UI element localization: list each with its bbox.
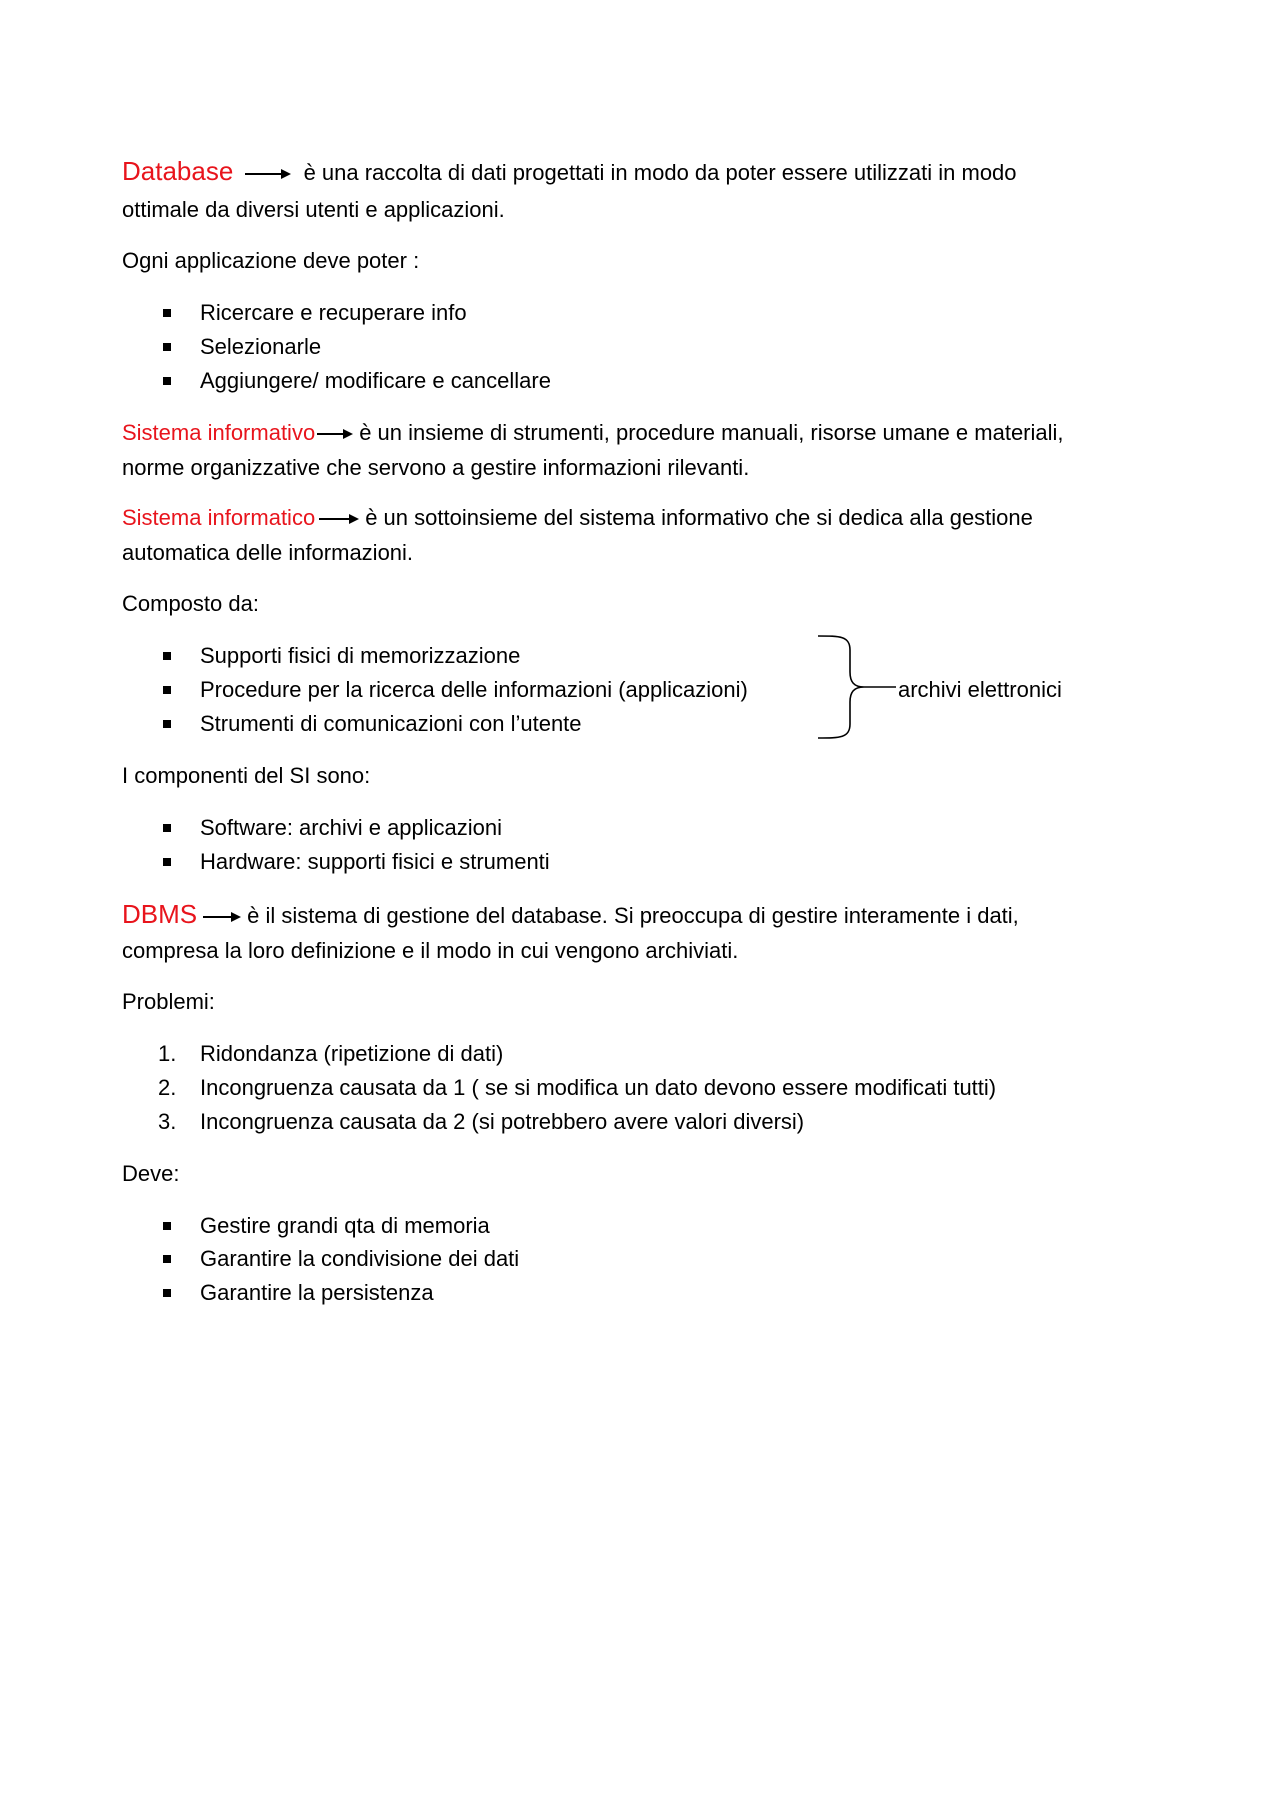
componenti-intro: I componenti del SI sono: xyxy=(122,763,371,788)
arrow-right-icon xyxy=(201,911,243,923)
sistema-informatico-definition xyxy=(122,505,1033,531)
list-item: Ridondanza (ripetizione di dati) xyxy=(200,1041,504,1066)
list-item: Software: archivi e applicazioni xyxy=(200,815,503,840)
database-definition xyxy=(122,158,1017,186)
list-number: 2. xyxy=(158,1075,177,1100)
sistema-informatico-text-line2: automatica delle informazioni. xyxy=(122,540,414,565)
bullet-icon xyxy=(163,686,171,694)
deve-intro: Deve: xyxy=(122,1161,180,1186)
bullet-icon xyxy=(163,343,171,351)
list-item: Aggiungere/ modificare e cancellare xyxy=(200,368,551,393)
ogni-intro: Ogni applicazione deve poter : xyxy=(122,248,420,273)
dbms-text-line1: è il sistema di gestione del database. Si preoccupa di gestire interamente i dati, xyxy=(247,903,1019,928)
bullet-icon xyxy=(163,652,171,660)
database-text-line2: ottimale da diversi utenti e applicazioni. xyxy=(122,197,505,222)
bullet-icon xyxy=(163,824,171,832)
list-item: Hardware: supporti fisici e strumenti xyxy=(200,849,550,874)
term-database: Database xyxy=(122,156,234,186)
term-dbms: DBMS xyxy=(122,899,198,929)
sistema-informatico-text-line1: è un sottoinsieme del sistema informativo che si dedica alla gestione xyxy=(365,505,1033,530)
list-item: Garantire la persistenza xyxy=(200,1280,434,1305)
curly-brace-icon xyxy=(812,632,902,742)
composto-intro: Composto da: xyxy=(122,591,259,616)
list-item: Ricercare e recuperare info xyxy=(200,300,467,325)
list-item: Selezionarle xyxy=(200,334,322,359)
list-item: Incongruenza causata da 2 (si potrebbero avere valori diversi) xyxy=(200,1109,805,1134)
arrow-right-icon xyxy=(317,513,361,525)
bullet-icon xyxy=(163,377,171,385)
database-text-line1: è una raccolta di dati progettati in modo da poter essere utilizzati in modo xyxy=(303,160,1017,185)
bullet-icon xyxy=(163,858,171,866)
term-sistema-informativo: Sistema informativo xyxy=(122,420,316,445)
dbms-definition xyxy=(122,901,1019,929)
list-item: Gestire grandi qta di memoria xyxy=(200,1213,490,1238)
list-item: Procedure per la ricerca delle informazioni (applicazioni) xyxy=(200,677,748,702)
brace-label: archivi elettronici xyxy=(898,677,1062,702)
list-number: 3. xyxy=(158,1109,177,1134)
list-number: 1. xyxy=(158,1041,177,1066)
list-item: Garantire la condivisione dei dati xyxy=(200,1246,520,1271)
arrow-right-icon xyxy=(315,428,355,440)
bullet-icon xyxy=(163,1289,171,1297)
sistema-informativo-text-line1: è un insieme di strumenti, procedure manuali, risorse umane e materiali, xyxy=(359,420,1064,445)
bullet-icon xyxy=(163,1255,171,1263)
dbms-text-line2: compresa la loro definizione e il modo in cui vengono archiviati. xyxy=(122,938,739,963)
arrow-right-icon xyxy=(243,168,293,180)
sistema-informativo-definition xyxy=(122,420,1064,446)
sistema-informativo-text-line2: norme organizzative che servono a gestire informazioni rilevanti. xyxy=(122,455,750,480)
problemi-intro: Problemi: xyxy=(122,989,215,1014)
bullet-icon xyxy=(163,309,171,317)
list-item: Supporti fisici di memorizzazione xyxy=(200,643,521,668)
bullet-icon xyxy=(163,720,171,728)
list-item: Strumenti di comunicazioni con l’utente xyxy=(200,711,582,736)
term-sistema-informatico: Sistema informatico xyxy=(122,505,316,530)
bullet-icon xyxy=(163,1222,171,1230)
list-item: Incongruenza causata da 1 ( se si modifica un dato devono essere modificati tutti) xyxy=(200,1075,997,1100)
